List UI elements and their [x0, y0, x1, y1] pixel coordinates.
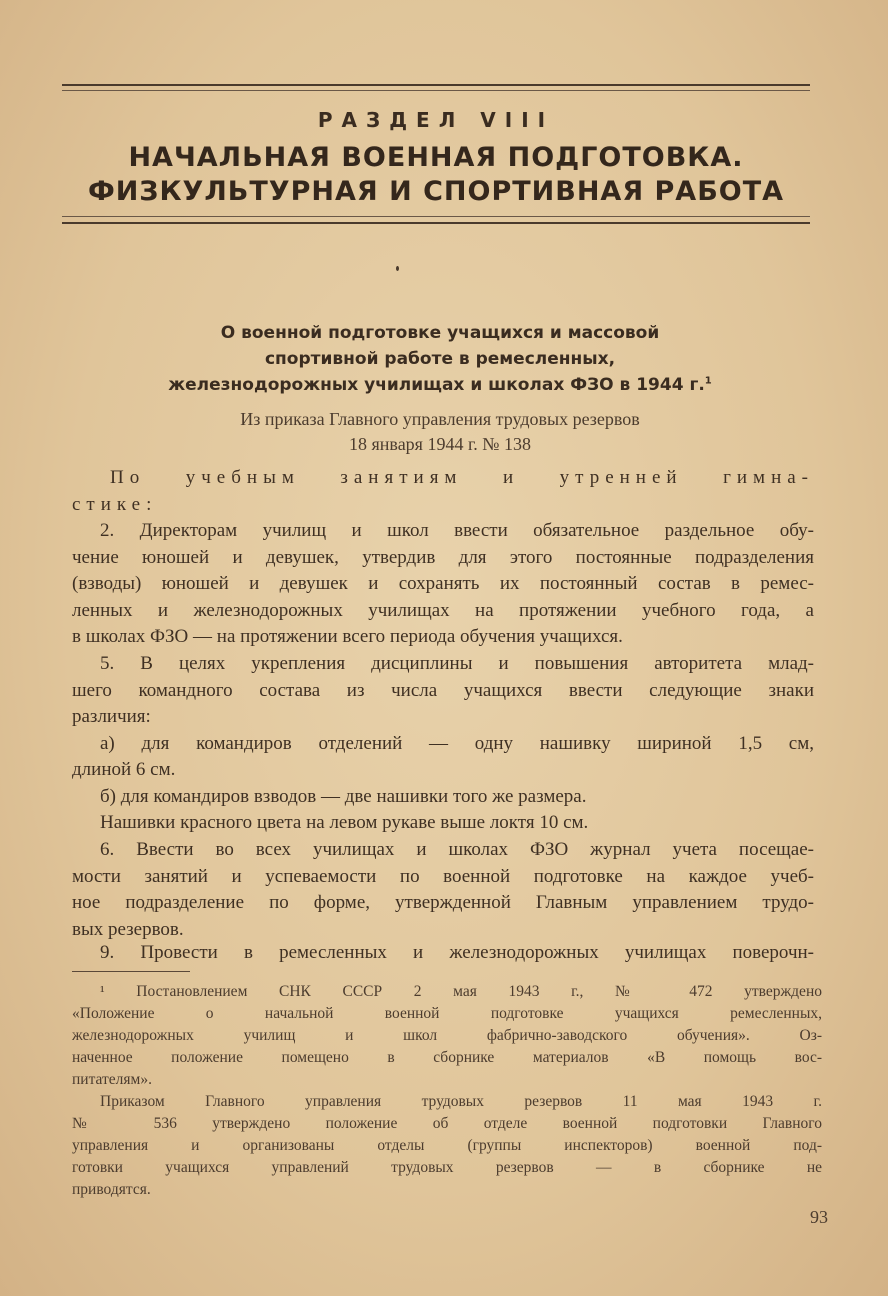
- body-line: По учебным занятиям и утренней гимна-: [110, 467, 814, 488]
- body-line: 5. В целях укрепления дисциплины и повышения авторитета млад-: [100, 653, 814, 674]
- article-source-line2: 18 января 1944 г. № 138: [349, 434, 531, 454]
- section-title-line1: НАЧАЛЬНАЯ ВОЕННАЯ ПОДГОТОВКА.: [128, 142, 744, 173]
- body-line: (взводы) юношей и девушек и сохранять их постоянный состав в ремес-: [72, 573, 814, 594]
- body-line: мости занятий и успеваемости по военной подготовке на каждое учеб-: [72, 866, 814, 887]
- body-line: вых резервов.: [72, 919, 184, 940]
- body-line: б) для командиров взводов — две нашивки того же размера.: [100, 786, 587, 807]
- footnote-mark: 1: [704, 375, 712, 387]
- body-line: 6. Ввести во всех училищах и школах ФЗО журнал учета посещае-: [100, 839, 814, 860]
- header-bottom-rule: [62, 222, 810, 224]
- footnote-line: железнодорожных училищ и школ фабрично-заводского обучения». Оз-: [72, 1027, 822, 1044]
- header-top-rule-thin: [62, 90, 810, 91]
- body-line: ное подразделение по форме, утвержденной Главным управлением трудо-: [72, 892, 814, 913]
- header-top-rule: [62, 84, 810, 86]
- footnote-line: ¹ Постановлением СНК СССР 2 мая 1943 г., № 472 утверждено: [100, 983, 822, 1000]
- body-line: 9. Провести в ремесленных и железнодорожных училищах поверочн-: [100, 942, 814, 963]
- footnote-line: готовки учащихся управлений трудовых резервов — в сборнике не: [72, 1159, 822, 1176]
- ink-speck: [396, 266, 399, 271]
- section-label: РАЗДЕЛ VIII: [317, 108, 555, 132]
- article-title-line1: О военной подготовке учащихся и массовой: [220, 323, 660, 343]
- body-line: длиной 6 см.: [72, 759, 176, 780]
- article-source-line1: Из приказа Главного управления трудовых резервов: [240, 409, 640, 429]
- header-bottom-rule-thin: [62, 216, 810, 217]
- body-line: Нашивки красного цвета на левом рукаве выше локтя 10 см.: [100, 812, 589, 833]
- body-line: ленных и железнодорожных училищах на протяжении учебного года, а: [72, 600, 814, 621]
- body-line: 2. Директорам училищ и школ ввести обязательное раздельное обу-: [100, 520, 814, 541]
- article-title-line3: железнодорожных училищах и школах ФЗО в 1944 г.$^1$: [168, 375, 712, 395]
- article-title-line2: спортивной работе в ремесленных,: [264, 349, 616, 369]
- footnote-line: приводятся.: [72, 1181, 151, 1198]
- section-title-line2: ФИЗКУЛЬТУРНАЯ И СПОРТИВНАЯ РАБОТА: [87, 176, 785, 207]
- body-line: а) для командиров отделений — одну нашивку шириной 1,5 см,: [100, 733, 814, 754]
- footnote-line: № 536 утверждено положение об отделе военной подготовки Главного: [72, 1115, 822, 1132]
- footnote-rule: [72, 971, 190, 972]
- body-line: различия:: [72, 706, 151, 727]
- page-number: 93: [810, 1207, 828, 1227]
- body-line: шего командного состава из числа учащихся ввести следующие знаки: [72, 680, 814, 701]
- footnote-line: управления и организованы отделы (группы инспекторов) военной под-: [72, 1137, 822, 1154]
- body-line: чение юношей и девушек, утвердив для этого постоянные подразделения: [72, 547, 814, 568]
- footnote-line: «Положение о начальной военной подготовке учащихся ремесленных,: [72, 1005, 822, 1022]
- footnote-line: наченное положение помещено в сборнике материалов «В помощь вос-: [72, 1049, 822, 1066]
- footnote-line: Приказом Главного управления трудовых резервов 11 мая 1943 г.: [100, 1093, 822, 1110]
- body-line: стике:: [72, 494, 158, 515]
- footnote-line: питателям».: [72, 1071, 152, 1088]
- body-line: в школах ФЗО — на протяжении всего периода обучения учащихся.: [72, 626, 623, 647]
